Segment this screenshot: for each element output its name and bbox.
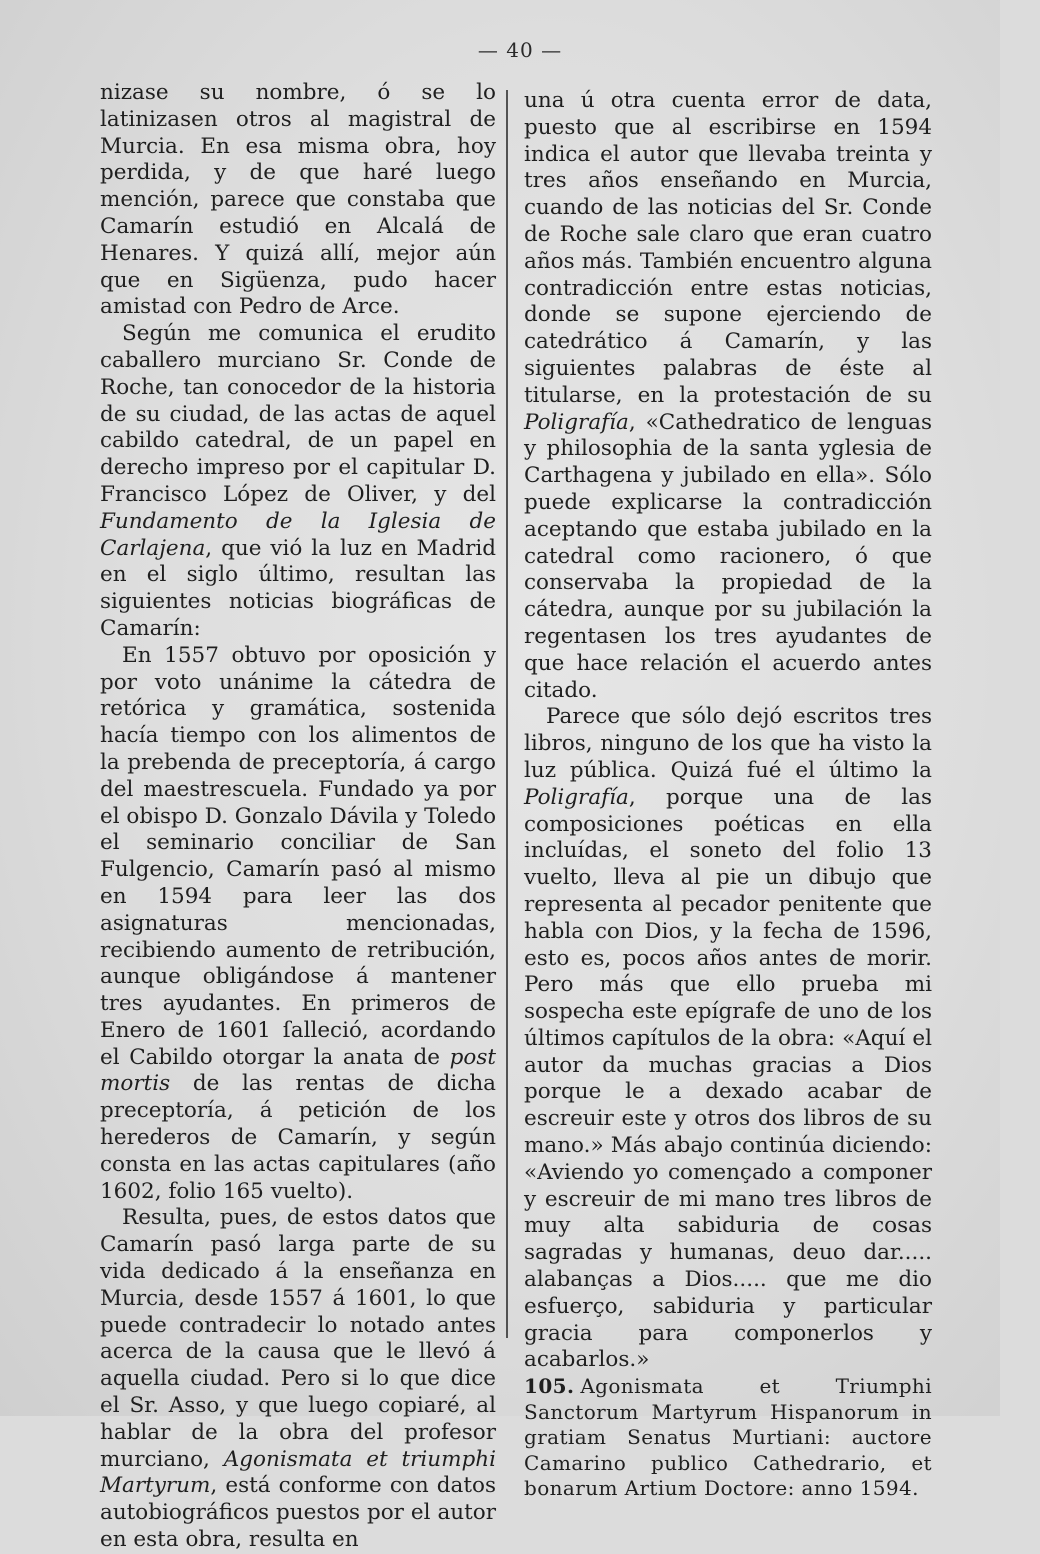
italic-text: post mortis: [100, 1044, 496, 1097]
italic-text: Poligrafía: [524, 409, 629, 435]
italic-text: Fundamento de la Iglesia de Carlajena: [100, 508, 496, 561]
text-run: Según me comunica el erudito caballero murciano Sr. Conde de Roche, tan conocedor de la historia de su ciudad, de las actas de aquel cabildo catedral, de un papel en derecho impreso por el capitular D. Francisco López de Oliver, y del: [100, 321, 496, 507]
catalog-entry: [524, 1374, 932, 1502]
italic-text: Poligrafía: [524, 784, 629, 810]
catalog-entry-number: 105.: [524, 1374, 575, 1399]
page-number: — 40 —: [477, 38, 563, 62]
text-run: En 1557 obtuvo por oposición y por voto unánime la cátedra de retórica y gramática, sostenida hacía tiempo con los alimentos de la prebenda de preceptoría, á cargo del maestrescuela. Fundado ya por el obispo D. Gonzalo Dávila y Toledo el seminario conciliar de San Fulgencio, Camarín pasó al mismo en 1594 para leer las dos asignaturas mencionadas, recibiendo aumento de retribución, aunque obligándose á mantener tres ayudantes. En primeros de Enero de 1601 ſalleció, acordando el Cabildo otorgar la anata de: [100, 642, 497, 1070]
paragraph: [100, 1205, 496, 1553]
catalog-entry-text: Agonismata et Triumphi Sanctorum Martyrum Hispanorum in gratiam Senatus Murtiani: auctore Camarino publico Cathedrario, et bonarum Artium Doctore: anno 1594.: [524, 1374, 932, 1501]
text-run: , que vió la luz en Madrid en el siglo último, resultan las siguientes noticias biográficas de Camarín:: [100, 535, 496, 641]
paragraph: [100, 643, 496, 1206]
text-run: una ú otra cuenta error de data, puesto que al escribirse en 1594 indica el autor que llevaba treinta y tres años enseñando en Murcia, cuando de las noticias del Sr. Conde de Roche sale claro que eran cuatro años más. También encuentro alguna contradicción entre estas noticias, donde se supone ejerciendo de catedrático á Camarín, y las siguientes palabras de éste al titularse, en la protestación de su: [524, 88, 932, 408]
right-column: [524, 88, 932, 1502]
text-run: Parece que sólo dejó escritos tres libros, ninguno de los que ha visto la luz pública. Quizá fué el último la: [524, 704, 932, 783]
column-divider: [506, 90, 508, 1338]
paragraph: [100, 80, 496, 321]
text-run: , porque una de las composiciones poéticas en ella incluídas, el soneto del folio 13 vuelto, lleva al pie un dibujo que representa al pecador penitente que habla con Dios, y la fecha de 1596, esto es, pocos años antes de morir. Pero más que ello prueba mi sospecha este epígrafe de uno de los últimos capítulos de la obra: «Aquí el autor da muchas gracias a Dios porque le a dexado acabar de escreuir este y otros dos libros de su mano.» Más abajo continúa diciendo: «Aviendo yo començado a componer y escreuir de mi mano tres libros de muy alta sabiduria de cosas sagradas y humanas, deuo dar..... alabanças a Dios..... que me dio esfuerço, sabiduria y particular gracia para componerlos y acabarlos.»: [524, 784, 932, 1373]
paragraph: [524, 88, 932, 704]
text-run: , «Cathedratico de lenguas y philosophia de la santa yglesia de Carthagena y jubilado en ella». Sólo puede explicarse la contradicción aceptando que estaba jubilado en la catedral como racionero, ó que conservaba la propiedad de la cátedra, aunque por su jubilación la regentasen los tres ayudantes de que hace relación el acuerdo antes citado.: [524, 409, 932, 703]
text-run: nizase su nombre, ó se lo latinizasen otros al magistral de Murcia. En esa misma obra, hoy perdida, y de que haré luego mención, parece que constaba que Camarín estudió en Alcalá de Henares. Y quizá allí, mejor aún que en Sigüenza, pudo hacer amistad con Pedro de Arce.: [100, 80, 496, 320]
text-run: , está conforme con datos autobiográficos puestos por el autor en esta obra, resulta en: [100, 1473, 496, 1553]
text-run: de las rentas de dicha preceptoría, á petición de los herederos de Camarín, y según consta en las actas capitulares (año 1602, folio 165 vuelto).: [100, 1071, 496, 1204]
paragraph: [524, 704, 932, 1374]
paragraph: [100, 321, 496, 643]
left-column: [100, 80, 496, 1554]
italic-text: Agonismata et triumphi Martyrum: [100, 1446, 496, 1499]
text-run: Resulta, pues, de estos datos que Camarín pasó larga parte de su vida dedicado á la enseñanza en Murcia, desde 1557 á 1601, lo que puede contradecir lo notado antes acerca de la causa que le llevó á aquella ciudad. Pero si lo que dice el Sr. Asso, y que luego copiaré, al hablar de la obra del profesor murciano,: [100, 1205, 496, 1472]
